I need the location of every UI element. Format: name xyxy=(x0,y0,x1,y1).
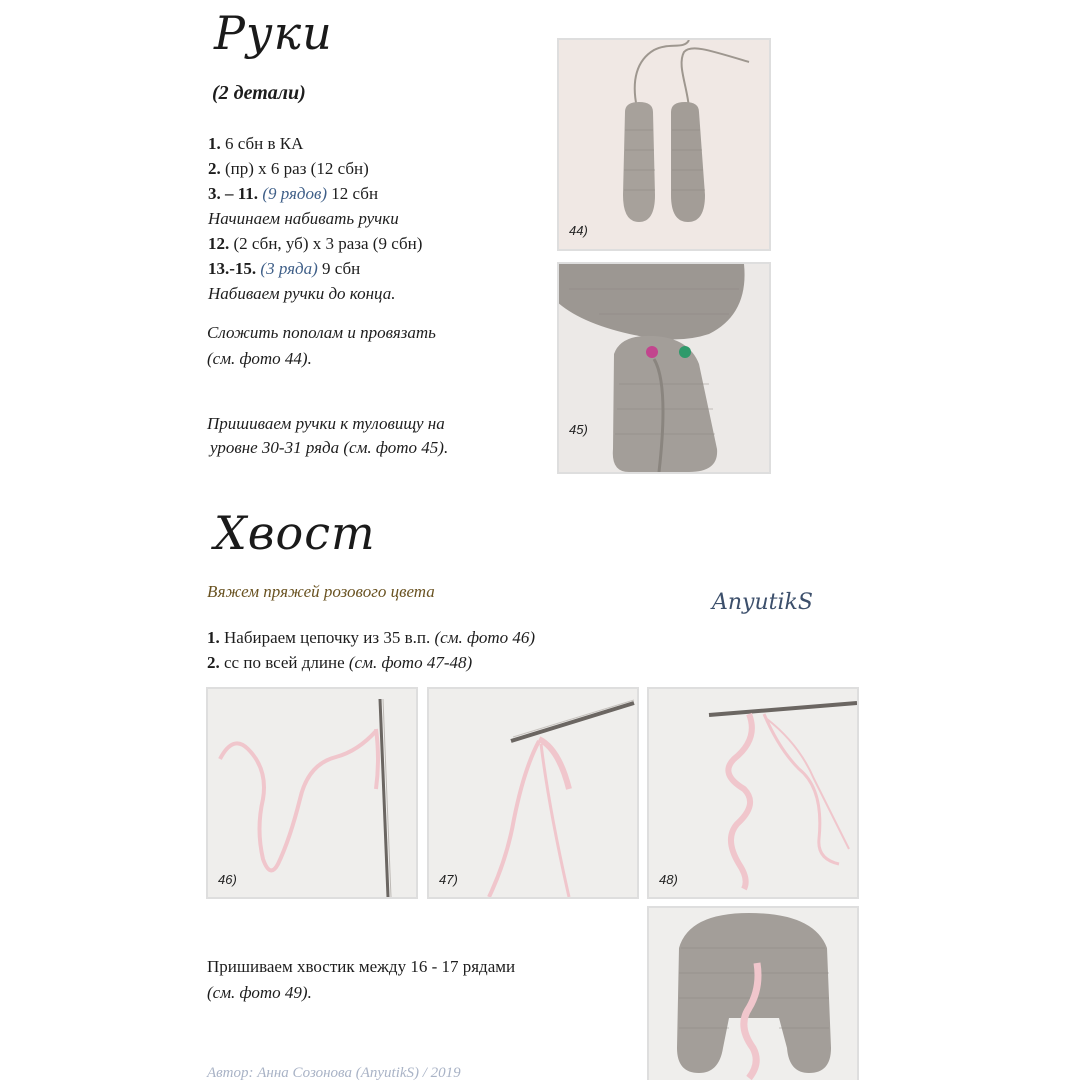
photo-caption: 46) xyxy=(218,872,237,887)
fold-instruction: Сложить пополам и провязать (см. фото 44). xyxy=(207,323,436,368)
step-line: 12. (2 сбн, уб) х 3 раза (9 сбн) xyxy=(208,234,423,253)
photo-caption: 47) xyxy=(439,872,458,887)
photo-caption: 45) xyxy=(569,422,588,437)
sew-tail-instruction: Пришиваем хвостик между 16 - 17 рядами (см. фото 49). xyxy=(207,957,516,1002)
arms-steps xyxy=(208,131,422,306)
photo-48 xyxy=(647,687,859,899)
tail-steps xyxy=(207,625,535,675)
step-line: Начинаем набивать ручки xyxy=(208,209,399,228)
tail-heading: Хвост xyxy=(214,506,376,560)
step-line: 3. – 11. (9 рядов) 12 сбн xyxy=(208,184,379,203)
step-line: 1. 6 сбн в КА xyxy=(208,134,304,153)
arms-subtitle: (2 детали) xyxy=(212,82,306,104)
yarn-note: Вяжем пряжей розового цвета xyxy=(207,582,435,601)
arms-heading: Руки xyxy=(214,6,333,60)
step-line: 13.-15. (3 ряда) 9 сбн xyxy=(208,259,361,278)
author-footer: Автор: Анна Созонова (AnyutikS) / 2019 xyxy=(207,1065,461,1081)
photo-47 xyxy=(427,687,639,899)
photo-caption: 44) xyxy=(569,223,588,238)
signature: AnyutikS xyxy=(712,590,813,615)
photo-45 xyxy=(557,262,771,474)
step-line: Набиваем ручки до конца. xyxy=(208,284,396,303)
photo-caption: 48) xyxy=(659,872,678,887)
photo-44 xyxy=(557,38,771,251)
photo-49 xyxy=(647,906,859,1080)
photo-46 xyxy=(206,687,418,899)
step-line: 2. (пр) х 6 раз (12 сбн) xyxy=(208,159,369,178)
step-line: 2. сс по всей длине (см. фото 47-48) xyxy=(207,653,473,672)
sew-arms-instruction: Пришиваем ручки к туловищу на уровне 30-31 ряда (см. фото 45). xyxy=(207,414,449,457)
step-line: 1. Набираем цепочку из 35 в.п. (см. фото 46) xyxy=(207,628,536,647)
